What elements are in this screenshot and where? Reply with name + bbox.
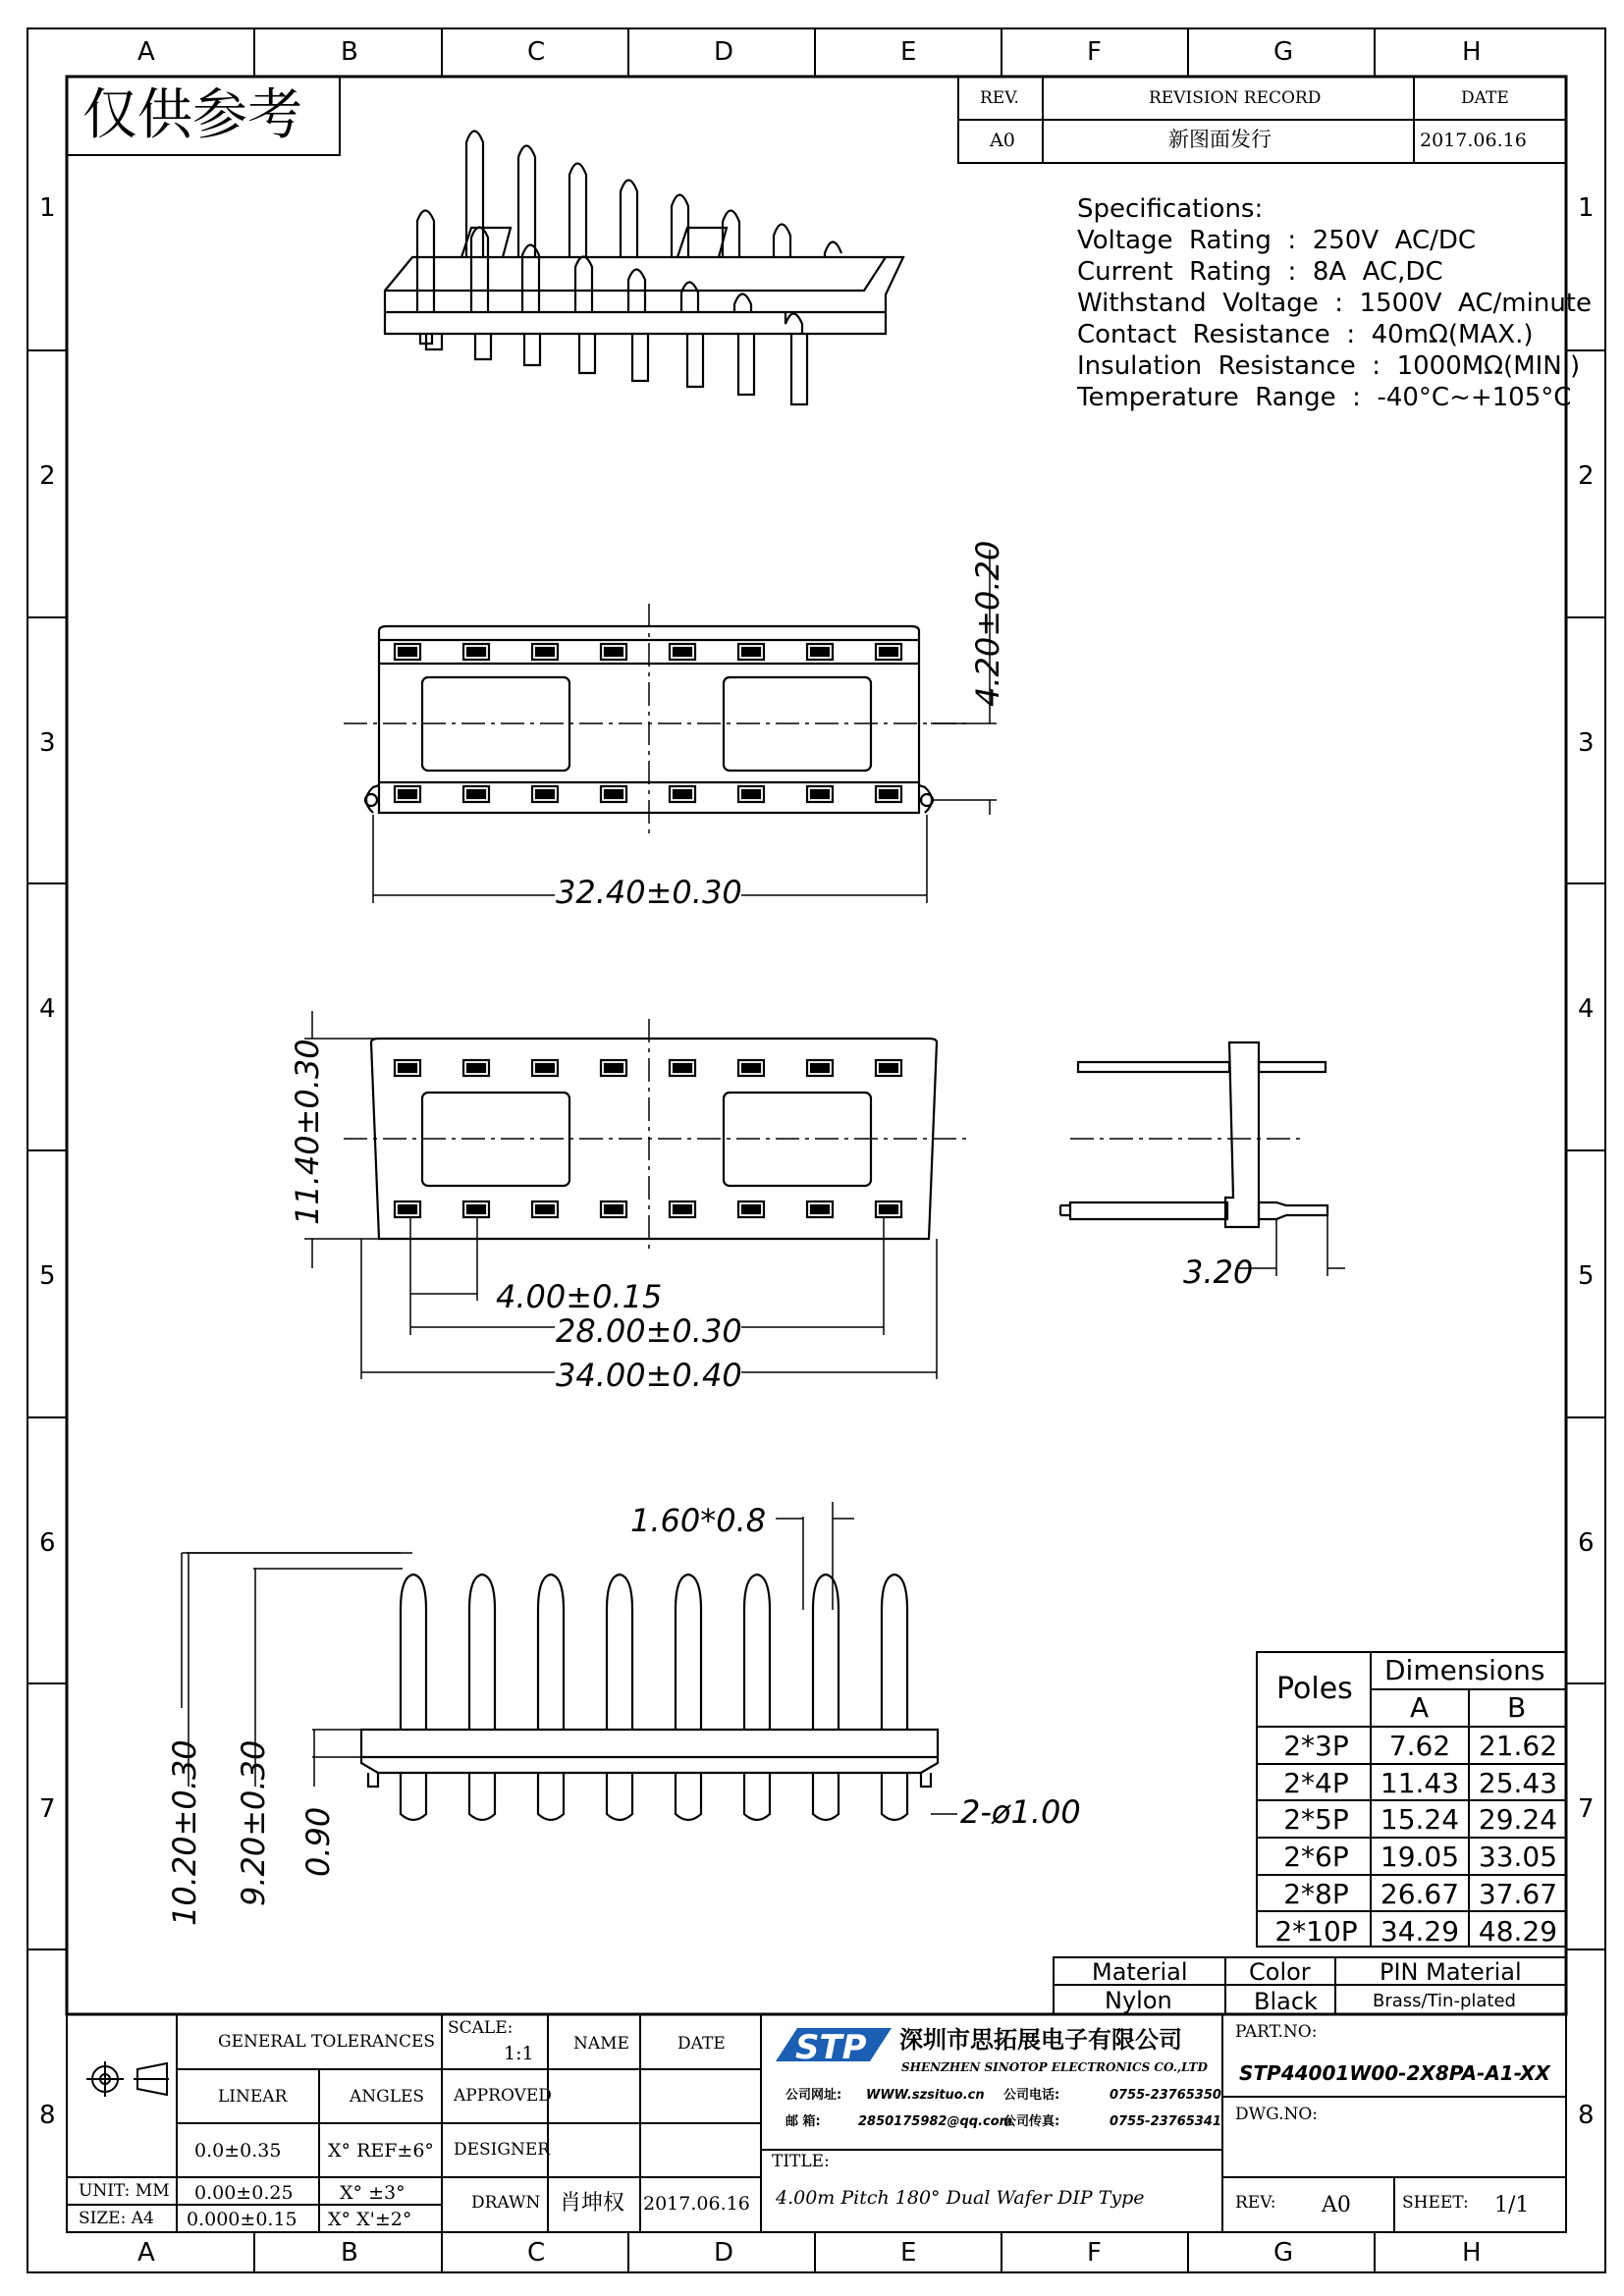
- part-label: PART.NO:: [1235, 2022, 1318, 2042]
- drawn-name: 肖坤权: [560, 2191, 625, 2216]
- email-value: 2850175982@qq.com: [858, 2114, 1013, 2129]
- part-number: STP44001W00-2X8PA-A1-XX: [1239, 2061, 1550, 2085]
- pin-material-header: PIN Material: [1380, 1958, 1522, 1986]
- spec-line: Voltage Rating : 250V AC/DC: [1077, 226, 1477, 255]
- approved-label: APPROVED: [454, 2086, 552, 2106]
- col-label-bottom: B: [341, 2238, 358, 2268]
- date-header-tb: DATE: [677, 2034, 726, 2054]
- row-label-left: 5: [39, 1261, 56, 1291]
- company-cn: 深圳市思拓展电子有限公司: [899, 2026, 1182, 2054]
- spec-line: Current Rating : 8A AC,DC: [1077, 257, 1443, 287]
- pole-cell: 2*5P: [1283, 1803, 1349, 1837]
- linear-header: LINEAR: [218, 2087, 288, 2107]
- dim-a-cell: 34.29: [1380, 1914, 1460, 1948]
- unit: UNIT: MM: [79, 2181, 170, 2201]
- row-label-left: 8: [39, 2101, 56, 2130]
- col-label-top: A: [137, 37, 155, 67]
- linear-2: 0.00±0.25: [194, 2182, 294, 2204]
- email-label: 邮 箱:: [785, 2114, 821, 2129]
- angle-3: X° X'±2°: [328, 2209, 412, 2230]
- rev-value: A0: [990, 130, 1015, 151]
- scale-value: 1:1: [504, 2043, 534, 2064]
- company-en: SHENZHEN SINOTOP ELECTRONICS CO.,LTD: [901, 2060, 1208, 2074]
- dim-pin-above: 9.20±0.30: [235, 1739, 272, 1906]
- color-value: Black: [1254, 1988, 1318, 2015]
- revision-record: 新图面发行: [1168, 128, 1272, 151]
- pole-cell: 2*8P: [1283, 1877, 1349, 1910]
- dim-b-cell: 29.24: [1478, 1803, 1558, 1837]
- row-label-left: 6: [39, 1528, 56, 1558]
- row-label-right: 7: [1578, 1794, 1595, 1824]
- drawn-date: 2017.06.16: [643, 2193, 750, 2215]
- pin-outline: [469, 1575, 495, 1820]
- material-header: Material: [1092, 1958, 1188, 1986]
- dim-pin-size: 1.60*0.8: [630, 1502, 767, 1539]
- col-label-bottom: E: [900, 2238, 917, 2268]
- designer-label: DESIGNER: [454, 2140, 551, 2160]
- col-label-top: F: [1087, 37, 1102, 67]
- pole-cell: 2*4P: [1283, 1766, 1349, 1799]
- pole-cell: 2*3P: [1283, 1730, 1349, 1762]
- row-label-left: 2: [39, 461, 56, 491]
- dim-bottom-height: 11.40±0.30: [289, 1039, 326, 1225]
- rev-value-tb: A0: [1322, 2193, 1351, 2217]
- row-label-right: 3: [1578, 728, 1595, 758]
- poles-header: Poles: [1276, 1672, 1353, 1706]
- fax-label: 公司传真:: [1003, 2114, 1060, 2129]
- spec-line: Insulation Resistance : 1000MΩ(MIN.): [1077, 351, 1581, 381]
- col-label-top: H: [1462, 37, 1482, 67]
- date-header: DATE: [1461, 88, 1509, 108]
- dim-a-cell: 26.67: [1380, 1877, 1460, 1910]
- linear-1: 0.0±0.35: [194, 2140, 282, 2162]
- row-label-right: 5: [1578, 1261, 1595, 1291]
- tel-label: 公司电话:: [1003, 2088, 1060, 2103]
- dim-overall: 34.00±0.40: [556, 1357, 742, 1394]
- pin-outline: [538, 1575, 564, 1820]
- general-tolerances: GENERAL TOLERANCES: [218, 2032, 436, 2052]
- angle-2: X° ±3°: [340, 2182, 406, 2204]
- pole-cell: 2*6P: [1283, 1841, 1349, 1874]
- web-value: WWW.szsituo.cn: [866, 2088, 985, 2103]
- pin-outline: [744, 1575, 770, 1820]
- col-label-bottom: A: [137, 2238, 155, 2268]
- name-header: NAME: [573, 2034, 629, 2054]
- col-label-top: D: [714, 37, 734, 67]
- dim-a-cell: 15.24: [1380, 1803, 1460, 1837]
- drawing-title: 4.00m Pitch 180° Dual Wafer DIP Type: [776, 2187, 1145, 2209]
- pole-cell: 2*10P: [1274, 1914, 1358, 1948]
- color-header: Color: [1249, 1958, 1311, 1986]
- row-label-right: 2: [1578, 461, 1595, 491]
- row-label-right: 8: [1578, 2101, 1595, 2130]
- spec-line: Withstand Voltage : 1500V AC/minute: [1077, 289, 1592, 318]
- col-label-top: B: [341, 37, 358, 67]
- col-label-top: G: [1273, 37, 1294, 67]
- linear-3: 0.000±0.15: [187, 2209, 298, 2230]
- specs-title: Specifications:: [1077, 194, 1264, 224]
- col-label-bottom: D: [714, 2238, 734, 2268]
- dim-a-cell: 11.43: [1380, 1766, 1460, 1799]
- col-label-bottom: G: [1273, 2238, 1294, 2268]
- row-label-left: 3: [39, 728, 56, 758]
- pin-outline: [676, 1575, 701, 1820]
- record-header: REVISION RECORD: [1149, 88, 1322, 108]
- reference-watermark: 仅供参考: [82, 83, 302, 147]
- a-header: A: [1410, 1691, 1430, 1724]
- spec-line: Contact Resistance : 40mΩ(MAX.): [1077, 320, 1534, 349]
- scale-label: SCALE:: [448, 2018, 514, 2038]
- logo-mark: [768, 2022, 895, 2071]
- size: SIZE: A4: [79, 2209, 154, 2228]
- b-header: B: [1507, 1691, 1527, 1724]
- dim-a-cell: 19.05: [1380, 1841, 1460, 1874]
- dim-b-cell: 21.62: [1478, 1730, 1558, 1762]
- dim-top-width: 32.40±0.30: [556, 874, 742, 911]
- rev-label-tb: REV:: [1235, 2193, 1276, 2213]
- dim-hole: 2-ø1.00: [960, 1793, 1081, 1831]
- dim-b-cell: 33.05: [1478, 1841, 1558, 1874]
- company-logo: [768, 2022, 895, 2071]
- web-label: 公司网址:: [785, 2088, 842, 2103]
- rev-header: REV.: [980, 88, 1019, 108]
- pin-outline: [882, 1575, 907, 1820]
- dim-side: 3.20: [1183, 1254, 1254, 1291]
- fax-value: 0755-23765341: [1110, 2114, 1221, 2129]
- angles-header: ANGLES: [350, 2087, 425, 2107]
- dim-pitch: 4.00±0.15: [496, 1278, 663, 1315]
- material-value: Nylon: [1105, 1987, 1172, 2014]
- row-label-left: 7: [39, 1794, 56, 1824]
- dim-b-cell: 25.43: [1478, 1766, 1558, 1799]
- logo-text: STP: [795, 2028, 867, 2067]
- col-label-top: C: [527, 37, 546, 67]
- spec-line: Temperature Range : -40°C~+105°C: [1077, 383, 1572, 412]
- tel-value: 0755-23765350: [1110, 2088, 1221, 2103]
- col-label-bottom: C: [527, 2238, 546, 2268]
- row-label-right: 1: [1578, 193, 1595, 223]
- col-label-bottom: F: [1087, 2238, 1102, 2268]
- dim-a-cell: 7.62: [1388, 1730, 1451, 1762]
- pin-outline: [813, 1575, 839, 1820]
- revision-date: 2017.06.16: [1420, 130, 1527, 151]
- row-label-right: 6: [1578, 1528, 1595, 1558]
- col-label-top: E: [900, 37, 917, 67]
- row-label-right: 4: [1578, 994, 1595, 1024]
- row-label-left: 1: [39, 193, 56, 223]
- dim-top-height: 4.20±0.20: [969, 540, 1006, 707]
- sheet-label: SHEET:: [1402, 2193, 1469, 2213]
- pin-outline: [607, 1575, 632, 1820]
- dim-b-cell: 37.67: [1478, 1877, 1558, 1910]
- dim-span: 28.00±0.30: [556, 1312, 742, 1350]
- drawn-label: DRAWN: [471, 2193, 541, 2213]
- sheet-value: 1/1: [1494, 2193, 1530, 2217]
- pin-material-value: Brass/Tin-plated: [1373, 1991, 1516, 2011]
- dim-base: 0.90: [299, 1806, 337, 1877]
- dim-b-cell: 48.29: [1478, 1914, 1558, 1948]
- row-label-left: 4: [39, 994, 56, 1024]
- dims-header: Dimensions: [1384, 1654, 1545, 1686]
- dim-pin-total: 10.20±0.30: [166, 1739, 203, 1926]
- angle-1: X° REF±6°: [328, 2140, 434, 2162]
- title-label: TITLE:: [772, 2152, 830, 2171]
- pin-outline: [401, 1575, 426, 1820]
- col-label-bottom: H: [1462, 2238, 1482, 2268]
- dwg-label: DWG.NO:: [1235, 2105, 1319, 2124]
